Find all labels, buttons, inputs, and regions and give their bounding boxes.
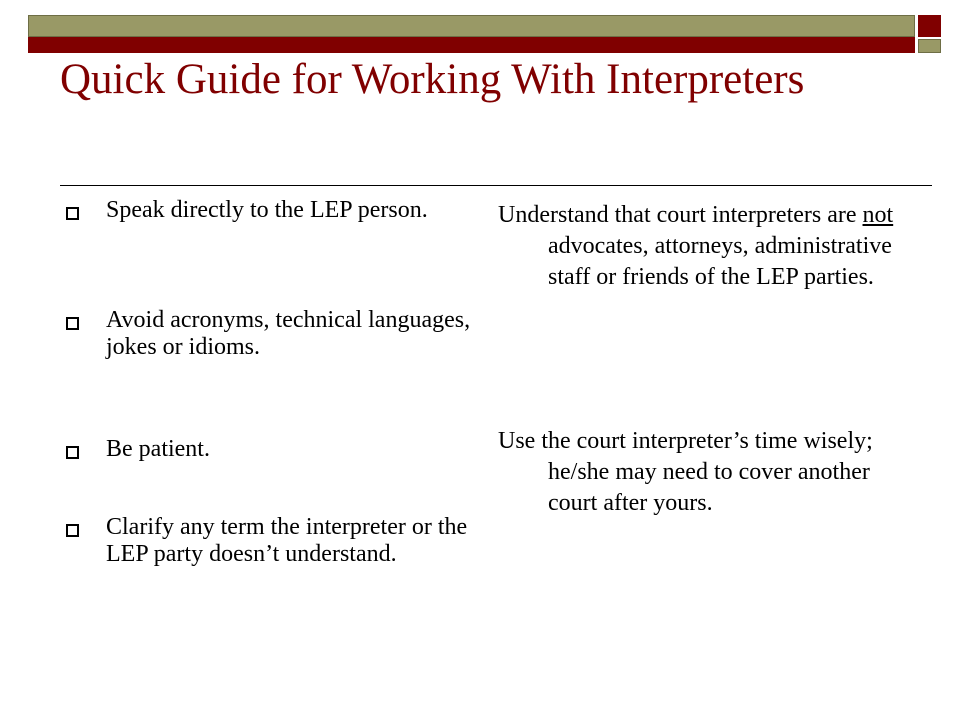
title-divider	[60, 185, 932, 186]
interpreter-time-paragraph: Use the court interpreter’s time wisely; he/she may need to cover another court after yours.	[498, 428, 873, 516]
square-bullet-icon	[66, 317, 79, 330]
bullet-text: Be patient.	[106, 436, 210, 462]
square-bullet-icon	[66, 207, 79, 220]
bullet-text: Avoid acronyms, technical languages, jokes or idioms.	[106, 307, 471, 360]
interpreter-role-paragraph	[498, 200, 918, 293]
bullet-text: Clarify any term the interpreter or the LEP party doesn’t understand.	[106, 514, 468, 567]
square-bullet-icon	[66, 524, 79, 537]
decorative-olive-square	[918, 39, 941, 53]
paragraph-text: Understand that court interpreters are	[498, 202, 863, 228]
decorative-maroon-bar	[28, 37, 915, 53]
paragraph-text: advocates, attorneys, administrative staff or friends of the LEP parties.	[548, 233, 892, 290]
bullet-text: Speak directly to the LEP person.	[106, 197, 428, 223]
underlined-text: not	[862, 202, 894, 228]
decorative-olive-bar	[28, 15, 915, 37]
decorative-maroon-square	[918, 15, 941, 37]
square-bullet-icon	[66, 446, 79, 459]
slide-title: Quick Guide for Working With Interpreters	[60, 56, 805, 103]
